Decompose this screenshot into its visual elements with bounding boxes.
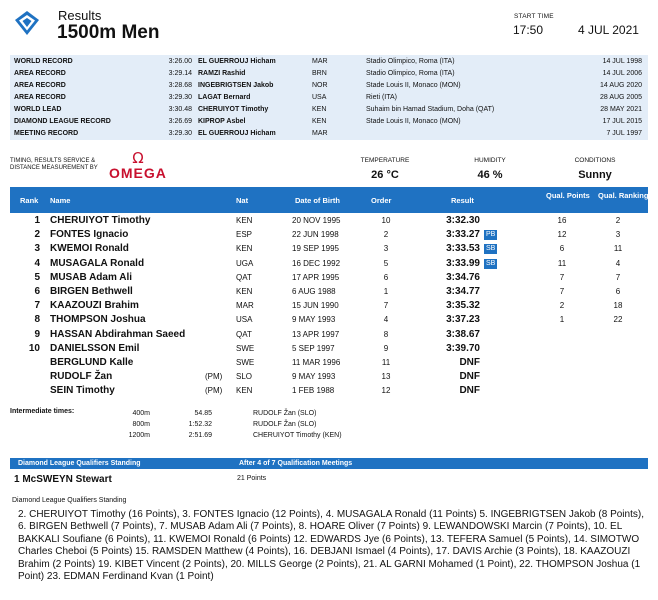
dob-cell: 22 JUN 1998 [292, 230, 339, 240]
record-nat: MAR [312, 58, 328, 65]
nat-cell: SWE [236, 358, 255, 367]
record-holder: INGEBRIGTSEN Jakob [198, 82, 274, 89]
nat-cell: KEN [236, 216, 253, 225]
result-cell: 3:33.53 [446, 243, 480, 255]
dl-leader-name: 1 McSWEYN Stewart [14, 474, 112, 485]
record-holder: EL GUERROUJ Hicham [198, 58, 276, 65]
order-cell: 1 [383, 287, 389, 296]
record-nat: NOR [312, 82, 328, 89]
order-cell: 2 [383, 230, 389, 240]
athlete-name: BIRGEN Bethwell [50, 286, 133, 297]
result-cell: DNF [459, 385, 480, 397]
table-row [10, 299, 648, 313]
dl-standing-title: Diamond League Qualifiers Standing [18, 460, 141, 467]
header-nat: Nat [236, 196, 249, 205]
dob-cell: 20 NOV 1995 [292, 216, 341, 225]
record-venue: Stade Louis II, Monaco (MON) [366, 118, 461, 125]
split-leader: RUDOLF Žan (SLO) [253, 410, 317, 417]
qual-points-cell: 2 [559, 301, 565, 311]
dob-cell: 11 MAR 1996 [292, 358, 341, 367]
split-time: 2:51.69 [188, 432, 212, 439]
omega-logo-text: OMEGA [109, 165, 167, 181]
nat-cell: SLO [236, 372, 253, 382]
record-type: DIAMOND LEAGUE RECORD [14, 118, 111, 125]
table-row [10, 257, 648, 271]
qual-ranking-cell: 6 [615, 287, 621, 296]
rank-cell: 7 [34, 300, 40, 312]
record-performance: 3:26.00 [168, 58, 192, 65]
qual-ranking-cell: 22 [613, 315, 623, 325]
athlete-name: FONTES Ignacio [50, 229, 129, 241]
dob-cell: 1 FEB 1988 [292, 386, 335, 396]
split-distance: 1200m [128, 432, 150, 439]
qual-ranking-cell: 18 [613, 301, 623, 311]
event-title: 1500m Men [57, 22, 160, 43]
dob-cell: 16 DEC 1992 [292, 258, 341, 268]
athlete-name: RUDOLF Žan [50, 371, 113, 383]
intermediate-times-label: Intermediate times: [10, 408, 75, 415]
dob-cell: 15 JUN 1990 [292, 301, 339, 311]
nat-cell: ESP [236, 230, 253, 240]
temperature-value: 26 °C [371, 169, 399, 181]
split-distance: 400m [132, 410, 150, 417]
record-date: 7 JUL 1997 [606, 130, 642, 137]
record-type: AREA RECORD [14, 70, 66, 77]
start-time: 17:50 [513, 23, 544, 37]
record-date: 28 AUG 2005 [599, 94, 642, 101]
dob-cell: 5 SEP 1997 [292, 343, 335, 353]
athlete-name: KWEMOI Ronald [50, 243, 129, 255]
pacemaker-tag: (PM) [205, 372, 223, 382]
split-time: 1:52.32 [188, 421, 212, 428]
qual-points-cell: 6 [559, 244, 565, 254]
record-badge: SB [486, 259, 496, 267]
qual-points-cell: 1 [559, 315, 565, 325]
result-cell: 3:35.32 [446, 300, 480, 312]
record-venue: Stadio Olimpico, Roma (ITA) [366, 70, 455, 77]
nat-cell: QAT [236, 272, 252, 282]
table-row [10, 285, 648, 299]
header-result: Result [451, 196, 474, 205]
nat-cell: USA [236, 315, 253, 325]
table-row [10, 228, 648, 242]
qual-ranking-cell: 7 [615, 272, 621, 282]
qual-points-cell: 12 [557, 230, 567, 240]
order-cell: 8 [383, 329, 389, 339]
table-row [10, 370, 648, 384]
nat-cell: KEN [236, 386, 253, 396]
record-holder: CHERUIYOT Timothy [198, 106, 269, 113]
record-performance: 3:26.69 [168, 118, 192, 125]
split-row [10, 408, 410, 419]
header-rank: Rank [20, 196, 39, 205]
order-cell: 4 [383, 315, 389, 325]
rank-cell: 6 [34, 286, 40, 297]
dob-cell: 17 APR 1995 [292, 272, 340, 282]
record-date: 14 JUL 2006 [602, 70, 642, 77]
record-performance: 3:30.48 [168, 106, 192, 113]
table-row [10, 214, 648, 228]
result-cell: 3:32.30 [446, 215, 480, 226]
qual-points-cell: 16 [557, 216, 567, 225]
split-distance: 800m [132, 421, 150, 428]
athlete-name: SEIN Timothy [50, 385, 115, 397]
record-date: 28 MAY 2021 [600, 106, 642, 113]
result-cell: 3:33.27 [446, 229, 480, 241]
record-row [10, 80, 648, 92]
dob-cell: 6 AUG 1988 [292, 287, 336, 296]
record-performance: 3:29.30 [168, 130, 192, 137]
rank-cell: 3 [34, 243, 40, 255]
header-qual-points: Qual. Points [546, 191, 590, 200]
table-row [10, 313, 648, 327]
order-cell: 11 [381, 358, 391, 367]
record-date: 14 AUG 2020 [599, 82, 642, 89]
records-table [10, 55, 648, 140]
rank-cell: 9 [34, 328, 40, 340]
record-venue: Suhaim bin Hamad Stadium, Doha (QAT) [366, 106, 495, 113]
athlete-name: DANIELSSON Emil [50, 342, 140, 354]
record-performance: 3:29.30 [168, 94, 192, 101]
split-leader: RUDOLF Žan (SLO) [253, 421, 317, 428]
order-cell: 10 [381, 216, 391, 225]
athlete-name: HASSAN Abdirahman Saeed [50, 328, 186, 340]
record-date: 14 JUL 1998 [602, 58, 642, 65]
record-holder: RAMZI Rashid [198, 70, 246, 77]
header-order: Order [371, 196, 392, 205]
omega-logo-icon: Ω [132, 149, 144, 167]
record-badge: PB [486, 231, 496, 239]
rank-cell: 1 [34, 215, 40, 226]
order-cell: 13 [381, 372, 391, 382]
athlete-name: MUSAGALA Ronald [50, 257, 145, 269]
nat-cell: QAT [236, 329, 252, 339]
dl-standing-bar [10, 458, 648, 469]
athlete-name: THOMPSON Joshua [50, 314, 146, 326]
dl-standing-list: 2. CHERUIYOT Timothy (16 Points), 3. FONTES Ignacio (12 Points), 4. MUSAGALA Ronald (11 Points) 5. INGEBRIGTSEN Jakob (8 Points), 6. BIRGEN Bethwell (7 Points), 7. MUSAB Adam Ali (7 Points), 8. HOARE Oliver (7 Points) 9. LEWANDOWSKI Marcin (7 Points), 10. EL BAKKALI Soufiane (6 Points), 11. KWEMOI Ronald (6 Points) 12. EDWARDS Jye (6 Points), 13. TEFERA Samuel (5 Points), 14. SIMOTWO Charles Cheboi (5 Points) 15. RAMSDEN Matthew (4 Points), 16. DEBJANI Ismael (4 Points), 17. DAVIS Archie (3 Points), 18. KAAZOUZI Brahim (2 Points) 19. KIBET Vincent (2 Points), 20. MILLS George (2 Points), 21. AL GARNI Mohamed (1 Point), 22. THOMPSON Joshua (1 Point) 23. EDMAN Ferdinand Kvan (1 Point) [18, 509, 644, 583]
split-row [10, 419, 410, 430]
qual-points-cell: 7 [559, 287, 565, 296]
nat-cell: KEN [236, 244, 253, 254]
athlete-name: CHERUIYOT Timothy [50, 215, 151, 226]
result-cell: 3:34.76 [446, 271, 480, 283]
record-type: AREA RECORD [14, 94, 66, 101]
start-time-label: START TIME [514, 13, 554, 20]
record-nat: BRN [312, 70, 327, 77]
timing-label-line2: DISTANCE MEASUREMENT BY [10, 165, 98, 171]
table-row [10, 328, 648, 342]
rank-cell: 2 [34, 229, 40, 241]
qual-ranking-cell: 2 [615, 216, 621, 225]
header-dob: Date of Birth [295, 196, 340, 205]
record-type: AREA RECORD [14, 82, 66, 89]
split-row [10, 430, 410, 441]
conditions-value: Sunny [578, 169, 612, 181]
rank-cell: 4 [34, 257, 40, 269]
qual-ranking-cell: 3 [615, 230, 621, 240]
nat-cell: KEN [236, 287, 253, 296]
table-row [10, 342, 648, 356]
header-qual-ranking: Qual. Ranking [598, 191, 649, 200]
dob-cell: 9 MAY 1993 [292, 372, 336, 382]
result-cell: 3:38.67 [446, 328, 480, 340]
table-row [10, 271, 648, 285]
humidity-label: HUMIDITY [474, 157, 506, 164]
qual-ranking-cell: 4 [615, 258, 621, 268]
results-table-header [10, 187, 648, 213]
table-row [10, 384, 648, 398]
order-cell: 6 [383, 272, 389, 282]
rank-cell: 8 [34, 314, 40, 326]
split-time: 54.85 [194, 410, 212, 417]
qual-points-cell: 11 [557, 258, 567, 268]
nat-cell: UGA [236, 258, 254, 268]
record-row [10, 56, 648, 68]
order-cell: 12 [381, 386, 391, 396]
record-nat: USA [312, 94, 327, 101]
record-nat: KEN [312, 106, 327, 113]
diamond-league-logo-icon [12, 8, 42, 38]
record-row [10, 116, 648, 128]
record-date: 17 JUL 2015 [602, 118, 642, 125]
table-row [10, 242, 648, 256]
record-venue: Stade Louis II, Monaco (MON) [366, 82, 461, 89]
record-type: WORLD LEAD [14, 106, 62, 113]
order-cell: 5 [383, 258, 389, 268]
record-venue: Stadio Olimpico, Roma (ITA) [366, 58, 455, 65]
qual-points-cell: 7 [559, 272, 565, 282]
record-badge: SB [486, 245, 496, 253]
result-cell: 3:33.99 [446, 257, 480, 269]
dob-cell: 9 MAY 1993 [292, 315, 336, 325]
order-cell: 3 [383, 244, 389, 254]
pacemaker-tag: (PM) [205, 386, 223, 396]
record-holder: LAGAT Bernard [198, 94, 251, 101]
record-holder: EL GUERROUJ Hicham [198, 130, 276, 137]
record-holder: KIPROP Asbel [198, 118, 246, 125]
results-label: Results [58, 8, 102, 23]
dob-cell: 13 APR 1997 [292, 329, 340, 339]
dl-meetings-count: After 4 of 7 Qualification Meetings [239, 460, 353, 467]
humidity-value: 46 % [477, 169, 503, 181]
record-nat: KEN [312, 118, 327, 125]
result-cell: DNF [459, 371, 480, 383]
record-performance: 3:29.14 [168, 70, 192, 77]
table-row [10, 356, 648, 370]
rank-cell: 10 [28, 342, 40, 354]
athlete-name: BERGLUND Kalle [50, 357, 134, 368]
record-row [10, 92, 648, 104]
order-cell: 7 [383, 301, 389, 311]
timing-label [10, 158, 120, 172]
result-cell: DNF [459, 357, 480, 368]
header-name: Name [50, 196, 71, 205]
athlete-name: KAAZOUZI Brahim [50, 300, 139, 312]
record-row [10, 128, 648, 140]
split-leader: CHERUIYOT Timothy (KEN) [253, 432, 342, 439]
event-date: 4 JUL 2021 [578, 23, 639, 37]
qual-ranking-cell: 11 [613, 244, 623, 254]
record-row [10, 104, 648, 116]
record-row [10, 68, 648, 80]
result-cell: 3:39.70 [446, 342, 480, 354]
nat-cell: MAR [236, 301, 254, 311]
record-venue: Rieti (ITA) [366, 94, 397, 101]
result-cell: 3:34.77 [446, 286, 480, 297]
athlete-name: MUSAB Adam Ali [50, 271, 133, 283]
record-type: WORLD RECORD [14, 58, 73, 65]
dl-leader-points: 21 Points [237, 475, 267, 482]
nat-cell: SWE [236, 343, 255, 353]
timing-label-line1: TIMING, RESULTS SERVICE & [10, 158, 96, 164]
intermediate-times [10, 408, 410, 444]
rank-cell: 5 [34, 271, 40, 283]
record-nat: MAR [312, 130, 328, 137]
dl-standing-subtitle: Diamond League Qualifiers Standing [12, 497, 127, 504]
order-cell: 9 [383, 343, 389, 353]
conditions-label: CONDITIONS [574, 157, 616, 164]
record-performance: 3:28.68 [168, 82, 192, 89]
result-cell: 3:37.23 [446, 314, 480, 326]
record-type: MEETING RECORD [14, 130, 79, 137]
temperature-label: TEMPERATURE [360, 157, 410, 164]
dob-cell: 19 SEP 1995 [292, 244, 340, 254]
